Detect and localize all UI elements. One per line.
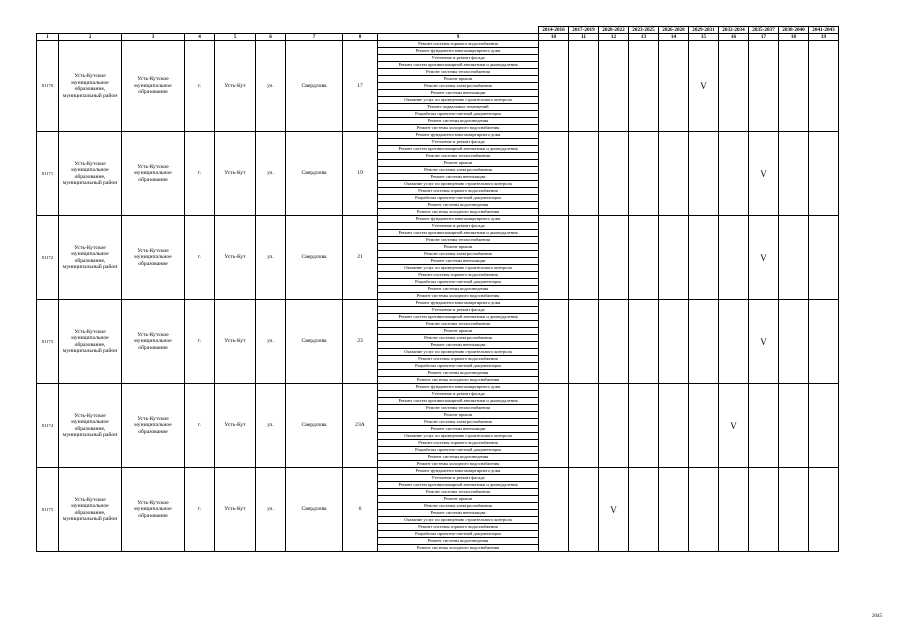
- period-cell-empty: [689, 132, 719, 216]
- street-name: Свердлова: [286, 384, 343, 468]
- period-cell-empty: [689, 384, 719, 468]
- work-type: Ремонт системы вентиляции: [378, 342, 539, 349]
- period-cell: 2023-2025: [629, 27, 659, 34]
- period-cell-empty: [659, 468, 689, 552]
- street-name: Свердлова: [286, 468, 343, 552]
- period-cell-empty: [689, 216, 719, 300]
- column-number: 15: [689, 34, 719, 41]
- period-cell-empty: [629, 216, 659, 300]
- period-cell-empty: [599, 300, 629, 384]
- period-cell-empty: [719, 300, 749, 384]
- register-number: 81170: [37, 41, 59, 132]
- house-number: 23: [343, 300, 378, 384]
- period-cell-empty: [809, 300, 839, 384]
- column-number-row: [37, 34, 839, 41]
- work-type: Ремонт крыши: [378, 328, 539, 335]
- period-cell-empty: [809, 41, 839, 132]
- work-type: Оказание услуг по проведению строительного контроля: [378, 433, 539, 440]
- period-cell-empty: [569, 132, 599, 216]
- period-cell: 2041-2043: [809, 27, 839, 34]
- period-cell-empty: [599, 216, 629, 300]
- work-type: Утепление и ремонт фасада: [378, 223, 539, 230]
- work-type: Ремонт системы вентиляции: [378, 174, 539, 181]
- work-type: Ремонт системы горячего водоснабжения: [378, 272, 539, 279]
- work-type: Ремонт системы горячего водоснабжения: [378, 356, 539, 363]
- table-row: [37, 41, 839, 48]
- period-cell-empty: [629, 132, 659, 216]
- work-type: Оказание услуг по проведению строительного контроля: [378, 181, 539, 188]
- street-name: Свердлова: [286, 41, 343, 132]
- work-type: Ремонт крыши: [378, 160, 539, 167]
- work-type: Утепление и ремонт фасада: [378, 475, 539, 482]
- period-cell-empty: [749, 41, 779, 132]
- work-type: Ремонт системы холодного водоснабжения: [378, 545, 539, 552]
- work-type: Ремонт системы вентиляции: [378, 90, 539, 97]
- period-mark: V: [689, 41, 719, 132]
- work-type: Ремонт системы вентиляции: [378, 258, 539, 265]
- period-cell-empty: [749, 384, 779, 468]
- work-type: Ремонт фундамента многоквартирного дома: [378, 468, 539, 475]
- work-type: Ремонт системы холодного водоснабжения: [378, 293, 539, 300]
- district-name: Усть-Кутское муниципальное образование, муниципальный район: [59, 216, 122, 300]
- settlement-name: Усть-Кутское муниципальное образование: [122, 132, 185, 216]
- street-name: Свердлова: [286, 300, 343, 384]
- column-number: 3: [122, 34, 185, 41]
- work-type: Ремонт системы водоотведения: [378, 370, 539, 377]
- work-type: Ремонт системы электроснабжения: [378, 503, 539, 510]
- district-name: Усть-Кутское муниципальное образование, муниципальный район: [59, 468, 122, 552]
- period-cell-empty: [809, 384, 839, 468]
- period-cell-empty: [659, 384, 689, 468]
- register-number: 81171: [37, 132, 59, 216]
- street-type: ул.: [256, 384, 286, 468]
- work-type: Ремонт систем противопожарной автоматики и дымоудаления: [378, 62, 539, 69]
- settlement-name: Усть-Кутское муниципальное образование: [122, 41, 185, 132]
- settlement-name: Усть-Кутское муниципальное образование: [122, 468, 185, 552]
- period-cell-empty: [809, 468, 839, 552]
- work-type: Разработка проектно-сметной документации: [378, 531, 539, 538]
- work-type: Ремонт системы электроснабжения: [378, 167, 539, 174]
- period-cell-empty: [599, 41, 629, 132]
- column-number: 7: [286, 34, 343, 41]
- settlement-name: Усть-Кутское муниципальное образование: [122, 300, 185, 384]
- street-type: ул.: [256, 132, 286, 216]
- period-cell: 2035-2037: [749, 27, 779, 34]
- period-cell: 2029-2031: [689, 27, 719, 34]
- locality-type: г.: [185, 300, 215, 384]
- city-name: Усть-Кут: [215, 132, 256, 216]
- column-number: 4: [185, 34, 215, 41]
- column-number: 19: [809, 34, 839, 41]
- period-cell-empty: [719, 132, 749, 216]
- period-cell-empty: [779, 132, 809, 216]
- work-type: Ремонт системы водоотведения: [378, 286, 539, 293]
- period-cell-empty: [689, 468, 719, 552]
- period-cell-empty: [719, 41, 749, 132]
- period-cell-empty: [689, 300, 719, 384]
- work-type: Ремонт крыши: [378, 496, 539, 503]
- work-type: Ремонт крыши: [378, 412, 539, 419]
- street-name: Свердлова: [286, 132, 343, 216]
- district-name: Усть-Кутское муниципальное образование, муниципальный район: [59, 41, 122, 132]
- period-cell-empty: [629, 384, 659, 468]
- period-cell-empty: [719, 216, 749, 300]
- work-type: Ремонт системы холодного водоснабжения: [378, 461, 539, 468]
- period-cell-empty: [569, 216, 599, 300]
- column-number: 6: [256, 34, 286, 41]
- work-type: Утепление и ремонт фасада: [378, 139, 539, 146]
- work-type: Ремонт систем противопожарной автоматики и дымоудаления: [378, 482, 539, 489]
- work-type: Ремонт системы водоотведения: [378, 118, 539, 125]
- house-number: 6: [343, 468, 378, 552]
- work-type: Ремонт системы электроснабжения: [378, 419, 539, 426]
- table-row: [37, 384, 839, 391]
- work-type: Ремонт систем противопожарной автоматики и дымоудаления: [378, 146, 539, 153]
- locality-type: г.: [185, 468, 215, 552]
- work-type: Ремонт системы холодного водоснабжения: [378, 209, 539, 216]
- house-number: 21: [343, 216, 378, 300]
- period-cell-empty: [539, 384, 569, 468]
- work-type: Ремонт системы водоотведения: [378, 538, 539, 545]
- period-cell-empty: [599, 132, 629, 216]
- period-cell-empty: [539, 300, 569, 384]
- locality-type: г.: [185, 216, 215, 300]
- work-type: Ремонт системы теплоснабжения: [378, 321, 539, 328]
- work-type: Ремонт крыши: [378, 244, 539, 251]
- period-mark: V: [749, 132, 779, 216]
- work-type: Ремонт систем противопожарной автоматики и дымоудаления: [378, 314, 539, 321]
- period-mark: V: [599, 468, 629, 552]
- work-type: Ремонт системы вентиляции: [378, 510, 539, 517]
- work-type: Ремонт системы горячего водоснабжения: [378, 524, 539, 531]
- column-number: 8: [343, 34, 378, 41]
- period-cell-empty: [719, 468, 749, 552]
- city-name: Усть-Кут: [215, 216, 256, 300]
- period-cell-empty: [569, 468, 599, 552]
- register-number: 81172: [37, 216, 59, 300]
- period-cell: 2020-2022: [599, 27, 629, 34]
- period-cell: 2017-2019: [569, 27, 599, 34]
- work-type: Ремонт системы водоотведения: [378, 202, 539, 209]
- period-cell-empty: [599, 384, 629, 468]
- column-number: 18: [779, 34, 809, 41]
- work-type: Ремонт системы холодного водоснабжения: [378, 377, 539, 384]
- page-number: 2045: [872, 614, 882, 619]
- work-type: Оказание услуг по проведению строительного контроля: [378, 349, 539, 356]
- locality-type: г.: [185, 132, 215, 216]
- work-type: Ремонт системы горячего водоснабжения: [378, 41, 539, 48]
- register-number: 81174: [37, 384, 59, 468]
- work-type: Ремонт системы вентиляции: [378, 426, 539, 433]
- column-number: 14: [659, 34, 689, 41]
- city-name: Усть-Кут: [215, 41, 256, 132]
- period-cell-empty: [779, 384, 809, 468]
- period-cell-empty: [779, 300, 809, 384]
- table-row: [37, 300, 839, 307]
- street-type: ул.: [256, 300, 286, 384]
- city-name: Усть-Кут: [215, 384, 256, 468]
- period-cell-empty: [779, 216, 809, 300]
- work-type: Оказание услуг по проведению строительного контроля: [378, 517, 539, 524]
- work-type: Ремонт системы электроснабжения: [378, 83, 539, 90]
- work-type: Ремонт системы теплоснабжения: [378, 237, 539, 244]
- column-number: 5: [215, 34, 256, 41]
- period-cell-empty: [569, 300, 599, 384]
- period-cell-empty: [629, 468, 659, 552]
- period-cell-empty: [659, 216, 689, 300]
- street-type: ул.: [256, 216, 286, 300]
- period-cell: 2038-2040: [779, 27, 809, 34]
- period-mark: V: [719, 384, 749, 468]
- house-number: 23А: [343, 384, 378, 468]
- locality-type: г.: [185, 384, 215, 468]
- house-number: 19: [343, 132, 378, 216]
- work-type: Ремонт систем противопожарной автоматики и дымоудаления: [378, 230, 539, 237]
- district-name: Усть-Кутское муниципальное образование, муниципальный район: [59, 300, 122, 384]
- register-number: 81173: [37, 300, 59, 384]
- column-number: 9: [378, 34, 539, 41]
- work-type: Ремонт подвальных помещений: [378, 104, 539, 111]
- city-name: Усть-Кут: [215, 300, 256, 384]
- work-type: Ремонт системы холодного водоснабжения: [378, 125, 539, 132]
- work-type: Утепление и ремонт фасада: [378, 55, 539, 62]
- period-cell-empty: [569, 384, 599, 468]
- period-cell-empty: [659, 300, 689, 384]
- street-name: Свердлова: [286, 216, 343, 300]
- work-type: Ремонт крыши: [378, 76, 539, 83]
- work-type: Разработка проектно-сметной документации: [378, 447, 539, 454]
- period-cell: 2014-2016: [539, 27, 569, 34]
- work-type: Утепление и ремонт фасада: [378, 391, 539, 398]
- period-cell: 2032-2034: [719, 27, 749, 34]
- column-number: 1: [37, 34, 59, 41]
- period-cell-empty: [569, 41, 599, 132]
- work-type: Ремонт системы теплоснабжения: [378, 69, 539, 76]
- period-mark: V: [749, 216, 779, 300]
- period-cell-empty: [779, 41, 809, 132]
- work-type: Ремонт системы водоотведения: [378, 454, 539, 461]
- settlement-name: Усть-Кутское муниципальное образование: [122, 384, 185, 468]
- street-type: ул.: [256, 41, 286, 132]
- repair-schedule-table: [36, 26, 839, 552]
- period-cell: 2026-2028: [659, 27, 689, 34]
- period-cell-empty: [809, 132, 839, 216]
- work-type: Утепление и ремонт фасада: [378, 307, 539, 314]
- district-name: Усть-Кутское муниципальное образование, муниципальный район: [59, 384, 122, 468]
- work-type: Ремонт системы теплоснабжения: [378, 405, 539, 412]
- period-cell-empty: [629, 41, 659, 132]
- column-number: 17: [749, 34, 779, 41]
- column-number: 13: [629, 34, 659, 41]
- work-type: Оказание услуг по проведению строительного контроля: [378, 97, 539, 104]
- period-cell-empty: [659, 41, 689, 132]
- work-type: Ремонт системы горячего водоснабжения: [378, 440, 539, 447]
- register-number: 81175: [37, 468, 59, 552]
- period-cell-empty: [539, 468, 569, 552]
- work-type: Разработка проектно-сметной документации: [378, 363, 539, 370]
- work-type: Оказание услуг по проведению строительного контроля: [378, 265, 539, 272]
- work-type: Разработка проектно-сметной документации: [378, 111, 539, 118]
- table-row: [37, 132, 839, 139]
- period-cell-empty: [779, 468, 809, 552]
- period-cell-empty: [539, 132, 569, 216]
- district-name: Усть-Кутское муниципальное образование, муниципальный район: [59, 132, 122, 216]
- period-cell-empty: [659, 132, 689, 216]
- work-type: Разработка проектно-сметной документации: [378, 195, 539, 202]
- period-cell-empty: [809, 216, 839, 300]
- period-cell-empty: [749, 468, 779, 552]
- period-cell-empty: [539, 216, 569, 300]
- work-type: Ремонт системы горячего водоснабжения: [378, 188, 539, 195]
- column-number: 16: [719, 34, 749, 41]
- period-cell-empty: [539, 41, 569, 132]
- house-number: 17: [343, 41, 378, 132]
- locality-type: г.: [185, 41, 215, 132]
- street-type: ул.: [256, 468, 286, 552]
- work-type: Ремонт систем противопожарной автоматики и дымоудаления: [378, 398, 539, 405]
- column-number: 10: [539, 34, 569, 41]
- work-type: Ремонт фундамента многоквартирного дома: [378, 300, 539, 307]
- work-type: Ремонт фундамента многоквартирного дома: [378, 216, 539, 223]
- work-type: Ремонт системы теплоснабжения: [378, 153, 539, 160]
- work-type: Ремонт системы электроснабжения: [378, 335, 539, 342]
- work-type: Ремонт фундамента многоквартирного дома: [378, 132, 539, 139]
- column-number: 11: [569, 34, 599, 41]
- work-type: Ремонт фундамента многоквартирного дома: [378, 384, 539, 391]
- table-row: [37, 468, 839, 475]
- city-name: Усть-Кут: [215, 468, 256, 552]
- work-type: Ремонт системы теплоснабжения: [378, 489, 539, 496]
- work-type: Ремонт фундамента многоквартирного дома: [378, 48, 539, 55]
- period-cell-empty: [629, 300, 659, 384]
- column-number: 12: [599, 34, 629, 41]
- period-header-row: [37, 27, 839, 34]
- work-type: Ремонт системы электроснабжения: [378, 251, 539, 258]
- work-type: Разработка проектно-сметной документации: [378, 279, 539, 286]
- settlement-name: Усть-Кутское муниципальное образование: [122, 216, 185, 300]
- period-mark: V: [749, 300, 779, 384]
- column-number: 2: [59, 34, 122, 41]
- table-row: [37, 216, 839, 223]
